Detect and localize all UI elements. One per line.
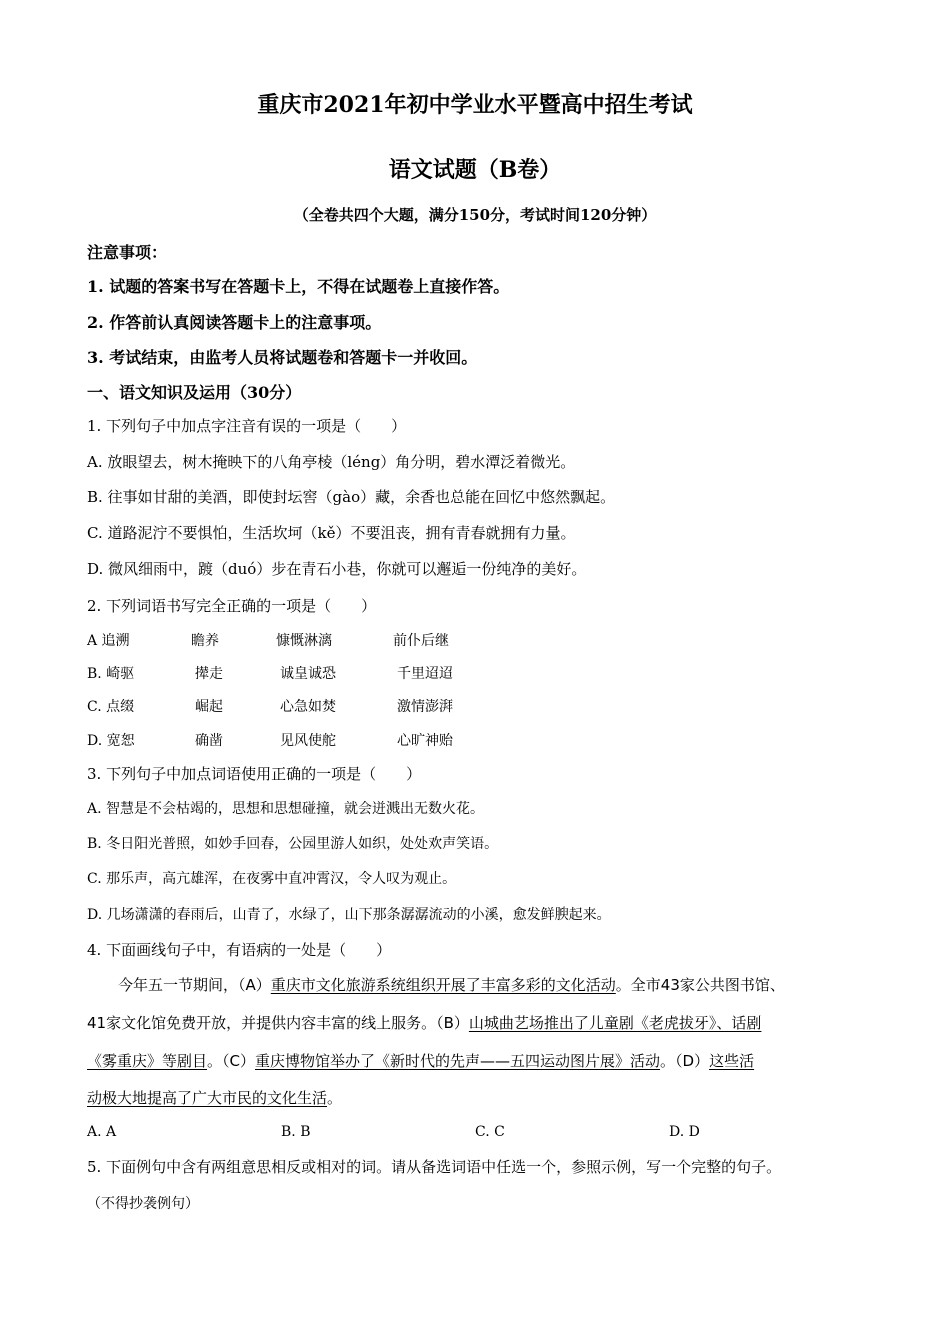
q4-stem: 4. 下面画线句子中，有语病的一处是（ ） [87,941,392,959]
q2-row-c-word-3: 心急如焚 [280,699,336,715]
q2-row-c-word-1: C. 点缀 [87,699,135,715]
q4-underline-d-cont: 动极大地提高了广大市民的文化生活 [87,1089,328,1107]
q2-row-d-word-4: 心旷神贻 [397,733,453,749]
q2-row-c-word-4: 激情澎湃 [397,699,453,715]
exam-title: 重庆市2021年初中学业水平暨高中招生考试 [257,92,693,118]
q4-text: 。（D） [660,1052,710,1070]
q1-option-c: C. 道路泥泞不要惧怕，生活坎坷（kě）不要沮丧，拥有青春就拥有力量。 [87,524,576,542]
q5-stem: 5. 下面例句中含有两组意思相反或相对的词。请从备选词语中任选一个，参照示例，写一个完整的句子。 [87,1158,782,1176]
q2-row-b-word-1: B. 崎驱 [87,666,135,682]
notice-item-2: 2. 作答前认真阅读答题卡上的注意事项。 [87,313,382,332]
q2-stem: 2. 下列词语书写完全正确的一项是（ ） [87,597,377,615]
notice-item-1: 1. 试题的答案书写在答题卡上，不得在试题卷上直接作答。 [87,277,510,296]
section-heading: 一、语文知识及运用（30分） [87,383,302,402]
q4-underline-a: 重庆市文化旅游系统组织开展了丰富多彩的文化活动 [270,976,616,994]
q2-row-c-word-2: 崛起 [195,699,223,715]
q2-row-d-word-2: 确凿 [195,733,223,749]
q4-choice-a: A. A [87,1124,117,1140]
q2-row-d-word-1: D. 宽恕 [87,733,135,749]
q3-option-d: D. 几场潇潇的春雨后，山青了，水绿了，山下那条潺潺流动的小溪，愈发鲜腴起来。 [87,907,611,923]
q3-stem: 3. 下列句子中加点词语使用正确的一项是（ ） [87,765,422,783]
q3-option-b: B. 冬日阳光普照，如妙手回春，公园里游人如织，处处欢声笑语。 [87,836,499,852]
q4-choice-c: C. C [475,1124,505,1140]
q2-row-d-word-3: 见风使舵 [280,733,336,749]
q3-option-a: A. 智慧是不会枯竭的，思想和思想碰撞，就会迸溅出无数火花。 [87,801,485,817]
q1-stem: 1. 下列句子中加点字注音有误的一项是（ ） [87,417,407,435]
q2-row-b-word-2: 撵走 [195,666,223,682]
q1-option-d: D. 微风细雨中，踱（duó）步在青石小巷，你就可以邂逅一份纯净的美好。 [87,560,587,578]
q4-passage-line-3 [87,1050,877,1071]
exam-note: （全卷共四个大题，满分150分，考试时间120分钟） [293,206,657,224]
q1-option-a: A. 放眼望去，树木掩映下的八角亭棱（léng）角分明，碧水潭泛着微光。 [87,453,576,471]
q2-row-b-word-3: 诚皇诚恐 [280,666,336,682]
q2-row-b-word-4: 千里迢迢 [397,666,453,682]
q4-passage-line-1 [118,974,908,995]
exam-subtitle: 语文试题（B卷） [388,157,562,183]
q4-underline-b: 山城曲艺场推出了儿童剧《老虎拔牙》、话剧 [468,1014,762,1032]
q4-choice-d: D. D [669,1124,700,1140]
q1-option-b: B. 往事如甘甜的美酒，即使封坛窖（gào）藏，余香也总能在回忆中悠然飘起。 [87,488,616,506]
q4-text: 。（C） [207,1052,255,1070]
q4-passage-line-4 [87,1087,877,1108]
q2-row-a-word-1: A 追溯 [87,633,130,649]
notice-heading: 注意事项： [87,243,168,262]
q5-note: （不得抄袭例句） [87,1196,199,1212]
q2-row-a-word-2: 瞻养 [191,633,219,649]
q2-row-a-word-3: 慷慨淋漓 [276,633,332,649]
q4-text: 。 [327,1089,343,1107]
q4-passage-line-2 [87,1012,877,1033]
q4-underline-b-cont: 《雾重庆》等剧目 [87,1052,208,1070]
q4-text: 今年五一节期间，（A） [118,976,271,994]
q4-text: 。全市43家公共图书馆、 [615,976,785,994]
q4-underline-d: 这些活 [709,1052,755,1070]
q4-choice-b: B. B [281,1124,311,1140]
q3-option-c: C. 那乐声，高亢雄浑，在夜雾中直冲霄汉，令人叹为观止。 [87,871,457,887]
q2-row-a-word-4: 前仆后继 [393,633,449,649]
notice-item-3: 3. 考试结束，由监考人员将试题卷和答题卡一并收回。 [87,348,478,367]
q4-text: 41家文化馆免费开放，并提供内容丰富的线上服务。（B） [87,1014,469,1032]
q4-underline-c: 重庆博物馆举办了《新时代的先声——五四运动图片展》活动 [255,1052,661,1070]
